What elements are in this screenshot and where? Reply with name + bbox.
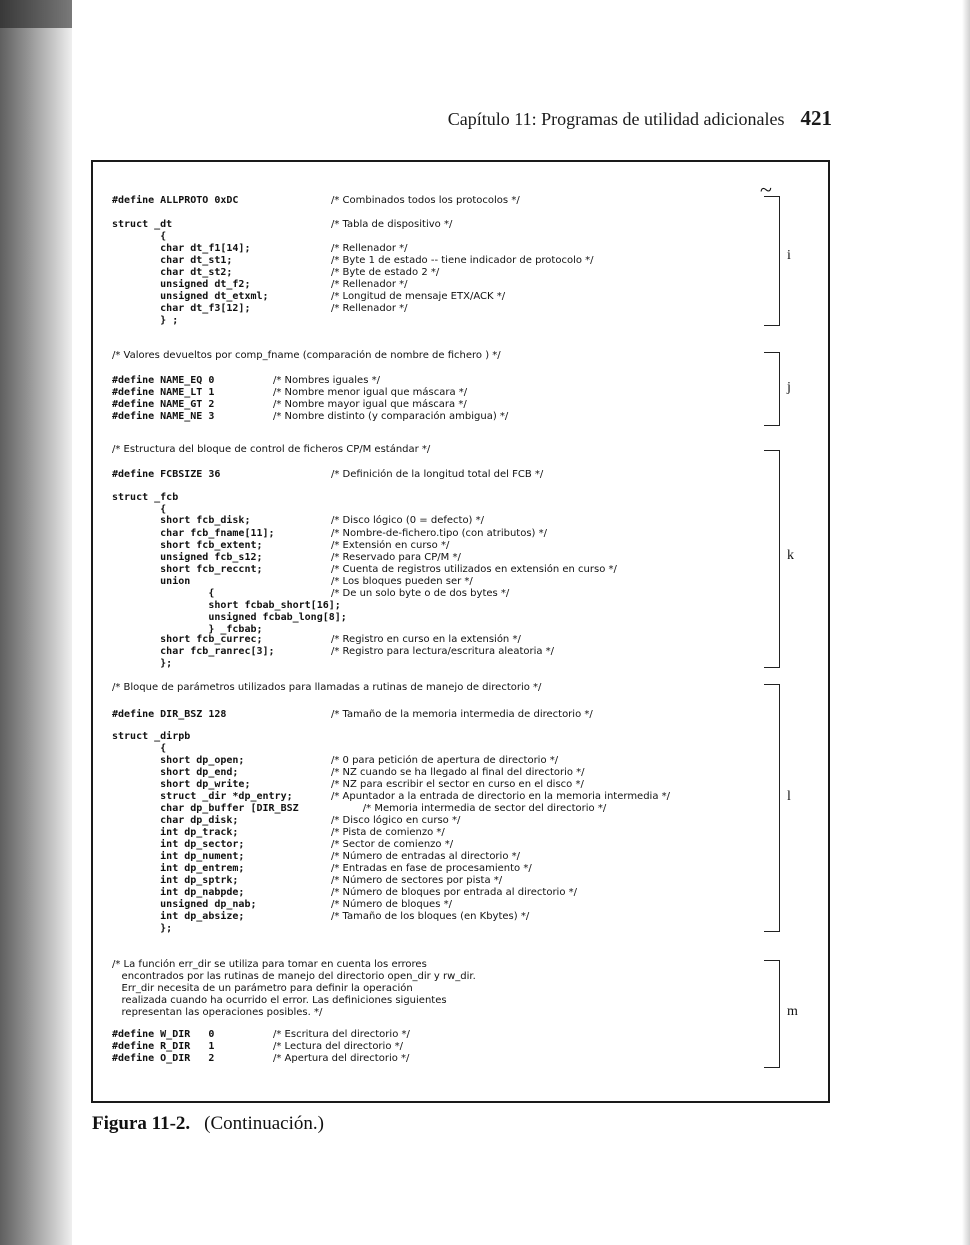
code-comment: /* Valores devueltos por comp_fname (comparación de nombre de fichero ) */ xyxy=(112,350,501,361)
code-comment: /* NZ cuando se ha llegado al final del directorio */ xyxy=(331,767,585,778)
code-line: char fcb_fname[11]; xyxy=(112,528,275,539)
code-line: #define ALLPROTO 0xDC xyxy=(112,195,239,206)
code-comment: /* Nombres iguales */ xyxy=(273,375,380,386)
code-line: unsigned dt_f2; xyxy=(112,279,251,290)
code-comment: /* Pista de comienzo */ xyxy=(331,827,445,838)
code-line: short dp_open; xyxy=(112,755,245,766)
code-line: int dp_nument; xyxy=(112,851,245,862)
code-comment: /* Entradas en fase de procesamiento */ xyxy=(331,863,532,874)
code-line: int dp_nabpde; xyxy=(112,887,245,898)
code-comment: /* Rellenador */ xyxy=(331,243,408,254)
code-line: #define FCBSIZE 36 xyxy=(112,469,221,480)
code-line: #define R_DIR 1 xyxy=(112,1041,215,1052)
code-comment: /* Reservado para CP/M */ xyxy=(331,552,461,563)
figure-caption-text: (Continuación.) xyxy=(204,1113,324,1134)
code-line: { xyxy=(112,231,167,242)
figure-caption xyxy=(92,1113,324,1135)
code-line: #define NAME_GT 2 xyxy=(112,399,215,410)
code-comment: /* Combinados todos los protocolos */ xyxy=(331,195,520,206)
figure-number: Figura 11-2. xyxy=(92,1113,191,1134)
bracket-j xyxy=(764,352,780,426)
running-header xyxy=(0,106,832,131)
code-line: unsigned dt_etxml; xyxy=(112,291,269,302)
code-line: } _fcbab; xyxy=(112,624,263,635)
code-comment: /* Rellenador */ xyxy=(331,303,408,314)
code-comment: realizada cuando ha ocurrido el error. Las definiciones siguientes xyxy=(112,995,447,1006)
code-line: short fcb_currec; xyxy=(112,634,263,645)
code-comment: /* Número de sectores por pista */ xyxy=(331,875,503,886)
code-comment: /* Disco lógico (0 = defecto) */ xyxy=(331,515,485,526)
code-line: int dp_track; xyxy=(112,827,239,838)
code-line: }; xyxy=(112,923,173,934)
code-line: short dp_end; xyxy=(112,767,239,778)
code-line: { xyxy=(112,588,215,599)
code-comment: Err_dir necesita de un parámetro para definir la operación xyxy=(112,983,413,994)
code-comment: /* Longitud de mensaje ETX/ACK */ xyxy=(331,291,506,302)
code-comment: /* Definición de la longitud total del FCB */ xyxy=(331,469,544,480)
code-comment: /* Byte de estado 2 */ xyxy=(331,267,440,278)
code-line: }; xyxy=(112,658,173,669)
code-comment: /* Número de entradas al directorio */ xyxy=(331,851,520,862)
code-comment: /* Nombre mayor igual que máscara */ xyxy=(273,399,467,410)
code-comment: /* Sector de comienzo */ xyxy=(331,839,454,850)
code-comment: /* Rellenador */ xyxy=(331,279,408,290)
code-comment: /* 0 para petición de apertura de directorio */ xyxy=(331,755,559,766)
code-comment: /* Tamaño de los bloques (en Kbytes) */ xyxy=(331,911,530,922)
code-comment: /* Número de bloques */ xyxy=(331,899,452,910)
code-comment: /* Disco lógico en curso */ xyxy=(331,815,461,826)
code-line: char dp_disk; xyxy=(112,815,239,826)
code-comment: /* Cuenta de registros utilizados en extensión en curso */ xyxy=(331,564,617,575)
code-comment: representan las operaciones posibles. */ xyxy=(112,1007,323,1018)
code-comment: /* Memoria intermedia de sector del directorio */ xyxy=(331,803,607,814)
chapter-title: Capítulo 11: Programas de utilidad adicionales xyxy=(447,109,785,129)
code-line: #define NAME_LT 1 xyxy=(112,387,215,398)
code-line: unsigned fcb_s12; xyxy=(112,552,263,563)
code-line: unsigned fcbab_long[8]; xyxy=(112,612,347,623)
code-comment: /* La función err_dir se utiliza para tomar en cuenta los errores xyxy=(112,959,427,970)
code-line: struct _dt xyxy=(112,219,173,230)
code-comment: /* NZ para escribir el sector en curso en el disco */ xyxy=(331,779,584,790)
bracket-k xyxy=(764,450,780,668)
code-comment: /* Los bloques pueden ser */ xyxy=(331,576,473,587)
gutter-top-shadow xyxy=(0,0,72,28)
code-line: short fcb_extent; xyxy=(112,540,263,551)
code-line: #define O_DIR 2 xyxy=(112,1053,215,1064)
code-line: char dt_f1[14]; xyxy=(112,243,251,254)
code-line: int dp_absize; xyxy=(112,911,245,922)
page-number: 421 xyxy=(800,106,832,130)
code-comment: /* Registro para lectura/escritura aleatoria */ xyxy=(331,646,555,657)
code-line: struct _dir *dp_entry; xyxy=(112,791,293,802)
code-line: int dp_entrem; xyxy=(112,863,245,874)
code-comment: /* Extensión en curso */ xyxy=(331,540,450,551)
code-comment: /* Apuntador a la entrada de directorio en la memoria intermedia */ xyxy=(331,791,671,802)
code-comment: /* Tabla de dispositivo */ xyxy=(331,219,453,230)
code-line: #define W_DIR 0 xyxy=(112,1029,215,1040)
code-line: char dt_st2; xyxy=(112,267,233,278)
code-line: union xyxy=(112,576,191,587)
book-gutter-shadow xyxy=(0,0,72,1245)
code-comment: /* Escritura del directorio */ xyxy=(273,1029,410,1040)
code-comment: /* De un solo byte o de dos bytes */ xyxy=(331,588,510,599)
code-comment: /* Número de bloques por entrada al directorio */ xyxy=(331,887,578,898)
code-comment: /* Bloque de parámetros utilizados para llamadas a rutinas de manejo de directorio */ xyxy=(112,682,542,693)
code-line: #define NAME_EQ 0 xyxy=(112,375,215,386)
code-comment: /* Registro en curso en la extensión */ xyxy=(331,634,521,645)
code-line: char dt_f3[12]; xyxy=(112,303,251,314)
bracket-label-m: m xyxy=(787,1004,798,1019)
code-line: struct _dirpb xyxy=(112,731,191,742)
code-line: } ; xyxy=(112,315,179,326)
code-line: struct _fcb xyxy=(112,492,179,503)
code-line: unsigned dp_nab; xyxy=(112,899,257,910)
bracket-label-k: k xyxy=(787,548,794,563)
code-line: #define NAME_NE 3 xyxy=(112,411,215,422)
code-line: char dt_st1; xyxy=(112,255,233,266)
margin-mark: ~ xyxy=(760,177,772,202)
code-comment: encontrados por las rutinas de manejo del directorio open_dir y rw_dir. xyxy=(112,971,476,982)
code-comment: /* Nombre menor igual que máscara */ xyxy=(273,387,468,398)
page-edge xyxy=(962,0,970,1245)
code-line: short fcb_reccnt; xyxy=(112,564,263,575)
code-comment: /* Apertura del directorio */ xyxy=(273,1053,410,1064)
bracket-label-l: l xyxy=(787,789,791,804)
code-line: char dp_buffer [DIR_BSZ xyxy=(112,803,299,814)
code-comment: /* Byte 1 de estado -- tiene indicador de protocolo */ xyxy=(331,255,594,266)
code-line: short dp_write; xyxy=(112,779,251,790)
code-comment: /* Nombre-de-fichero.tipo (con atributos) */ xyxy=(331,528,547,539)
bracket-label-j: j xyxy=(787,380,791,395)
code-comment: /* Nombre distinto (y comparación ambigua) */ xyxy=(273,411,509,422)
code-line: short fcbab_short[16]; xyxy=(112,600,341,611)
bracket-label-i: i xyxy=(787,248,791,263)
code-comment: /* Estructura del bloque de control de ficheros CP/M estándar */ xyxy=(112,444,431,455)
code-line: #define DIR_BSZ 128 xyxy=(112,709,227,720)
code-line: { xyxy=(112,504,167,515)
code-comment: /* Lectura del directorio */ xyxy=(273,1041,403,1052)
code-line: int dp_sptrk; xyxy=(112,875,239,886)
code-line: { xyxy=(112,743,167,754)
code-comment: /* Tamaño de la memoria intermedia de directorio */ xyxy=(331,709,593,720)
code-line: short fcb_disk; xyxy=(112,515,251,526)
code-line: int dp_sector; xyxy=(112,839,245,850)
bracket-i xyxy=(764,196,780,326)
bracket-m xyxy=(764,960,780,1068)
bracket-l xyxy=(764,684,780,932)
code-line: char fcb_ranrec[3]; xyxy=(112,646,275,657)
